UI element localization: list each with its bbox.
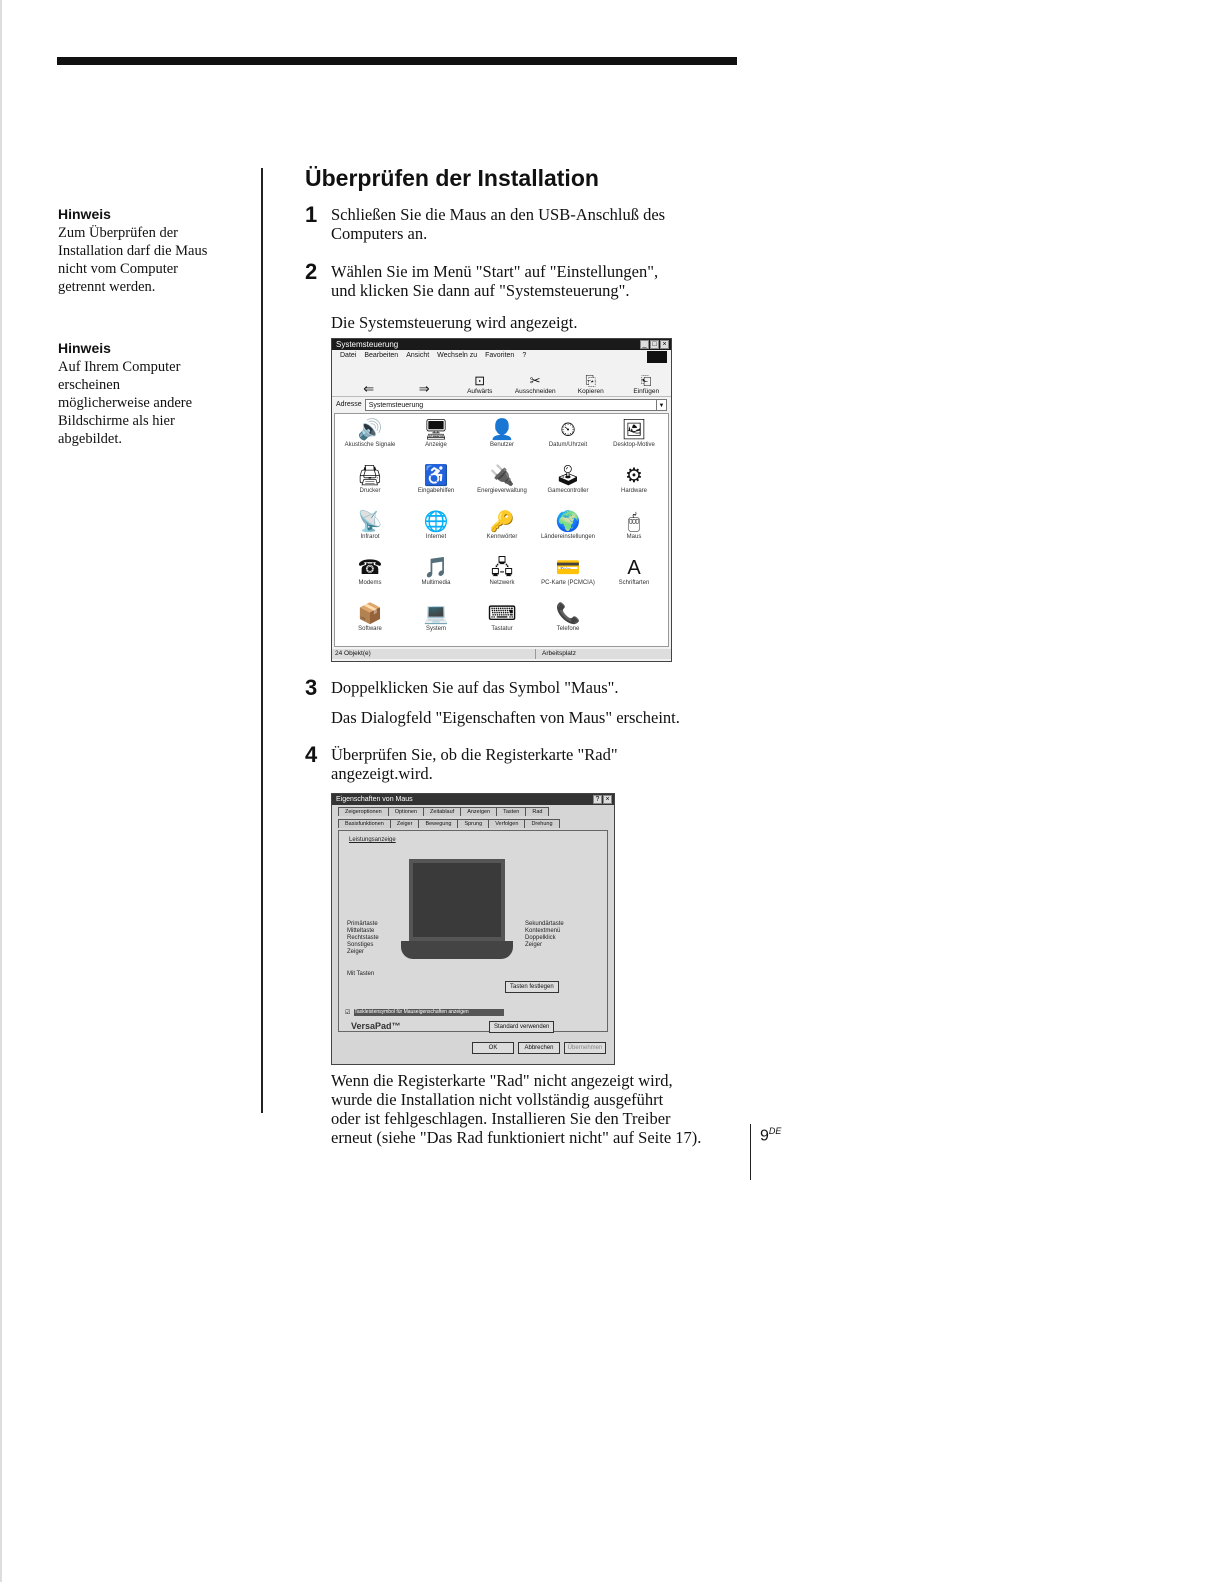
step-4 [305,742,755,783]
closing-line: erneut (siehe "Das Rad funktioniert nicht" auf Seite 17). [331,1128,702,1147]
control-panel-item-icon: 🖥 [423,419,449,441]
control-panel-item-label: Modems [358,580,382,586]
note-line: erscheinen [58,377,120,393]
note-line: möglicherweise andere [58,395,193,411]
control-panel-item-label: Maus [626,534,642,540]
tab-rad: Rad [525,807,549,816]
tab: Verfolgen [488,819,525,828]
control-panel-item [337,418,403,449]
control-panel-item [469,510,535,541]
page-edge [0,0,2,1582]
set-buttons-button: Tasten festlegen [505,981,559,993]
menu-bar [332,350,671,362]
maximize-icon: □ [650,340,659,349]
close-icon: × [660,340,669,349]
control-panel-item-icon: 🖱 [628,511,640,533]
control-panel-item [535,556,601,587]
tab-panel [338,830,608,1032]
note-heading: Hinweis [58,340,111,356]
ok-button: OK [472,1042,514,1054]
apply-button: Übernehmen [564,1042,606,1054]
control-panel-item-label: PC-Karte (PCMCIA) [541,580,595,586]
control-panel-item-label: Telefone [556,626,580,632]
step-text: und klicken Sie dann auf "Systemsteuerung". [331,281,630,300]
control-panel-screenshot [331,338,672,662]
control-panel-item-icon: 📡 [357,511,383,533]
control-panel-item [601,556,667,587]
control-panel-item [337,464,403,495]
control-panel-item-icon: 💻 [423,603,449,625]
closing-paragraph [331,1071,701,1147]
buttons-label: Mit Tasten [347,971,375,977]
button-label: Sekundärtaste [525,921,564,927]
control-panel-item-label: Infrarot [360,534,380,540]
control-panel-item-icon: 🔊 [357,419,383,441]
page-number: 9DE [760,1126,782,1145]
address-label: Adresse [336,401,362,408]
control-panel-item [403,464,469,495]
chevron-down-icon: ▼ [656,400,666,410]
paste-button: ⎗ Einfügen [622,374,672,396]
step-number: 4 [305,742,318,767]
control-panel-item-label: Datum/Uhrzeit [548,442,588,448]
button-label: Doppelklick [525,935,556,941]
step-3 [305,675,755,700]
page-suffix: DE [768,1126,782,1136]
sidebar-note-2 [58,339,248,448]
header-rule [57,57,737,65]
control-panel-item-icon: 🎵 [423,557,449,579]
control-panel-item-icon: 🖼 [621,419,647,441]
touchpad-icon [401,941,513,959]
page-number-rule [750,1124,751,1180]
control-panel-item-icon: 💳 [555,557,581,579]
control-panel-item-icon: 🔑 [489,511,515,533]
control-panel-item [337,510,403,541]
control-panel-item-label: System [425,626,446,632]
control-panel-item-icon: 🕹 [555,465,581,487]
step-text: Wählen Sie im Menü "Start" auf "Einstellungen", [331,262,659,281]
control-panel-item [535,464,601,495]
tab-row-2 [332,817,614,828]
control-panel-item [403,602,469,633]
control-panel-item-icon: 🖨 [357,465,383,487]
menu-item: Favoriten [485,352,515,359]
note-heading: Hinweis [58,206,111,222]
control-panel-item-label: Internet [425,534,447,540]
step-text: Doppelklicken Sie auf das Symbol "Maus". [331,678,619,697]
tab: Drehung [524,819,559,828]
back-button [344,382,394,396]
minimize-icon: _ [640,340,649,349]
step-number: 1 [305,202,318,227]
control-panel-item-icon: 🔌 [489,465,515,487]
use-default-button: Standard verwenden [489,1021,554,1033]
checkbox-label: Taskleistensymbol für Mauseigenschaften anzeigen [354,1009,504,1016]
group-label: Leistungsanzeige [349,837,396,843]
control-panel-item [469,556,535,587]
button-label: Primärtaste [347,921,378,927]
window-title: Systemsteuerung [336,340,399,349]
closing-line: Wenn die Registerkarte "Rad" nicht angezeigt wird, [331,1071,673,1090]
control-panel-item [601,510,667,541]
status-location: Arbeitsplatz [542,650,576,657]
step-text: Schließen Sie die Maus an den USB-Anschluß des [331,205,666,224]
copy-icon: ⎘ [585,373,596,388]
menu-item: ? [522,352,527,359]
close-icon: × [603,795,612,804]
button-label: Kontextmenü [525,928,561,934]
tray-icon-checkbox: ☑ Taskleistensymbol für Mauseigenschaften anzeigen [345,1009,504,1017]
forward-button [400,382,450,396]
section-title: Überprüfen der Installation [305,165,599,191]
control-panel-item-icon: 🖧 [490,557,514,579]
control-panel-item-icon: ⏲ [560,419,576,441]
control-panel-item-icon: 🌍 [555,511,581,533]
note-line: Bildschirme als hier [58,413,175,429]
button-label: Zeiger [525,942,543,948]
control-panel-item [601,418,667,449]
sidebar-note-1 [58,205,248,296]
control-panel-item-icon: ⚙ [625,465,643,487]
control-panel-item-label: Ländereinstellungen [540,534,596,540]
button-label: Rechtstaste [347,935,379,941]
menu-item: Datei [340,352,357,359]
dialog-title: Eigenschaften von Maus [336,796,413,803]
control-panel-item-label: Anzeige [425,442,447,448]
cut-button: ✂ Ausschneiden [511,374,561,396]
step-number: 3 [305,675,318,700]
dialog-buttons [472,1042,606,1054]
tab-row-1 [332,805,614,816]
paste-icon: ⎗ [641,373,652,388]
control-panel-item-label: Drucker [359,488,381,494]
control-panel-item-label: Akustische Signale [344,442,396,448]
tab: Optionen [388,807,424,816]
control-panel-item [403,418,469,449]
step-3-result: Das Dialogfeld "Eigenschaften von Maus" erscheint. [331,708,680,727]
back-arrow-icon: ⇐ [363,381,375,396]
step-text: angezeigt.wird. [331,764,433,783]
status-bar [332,649,671,659]
control-panel-item-label: Desktop-Motive [613,442,655,448]
dialog-titlebar [332,794,614,805]
mouse-properties-screenshot [331,793,615,1065]
control-panel-item-label: Gamecontroller [547,488,589,494]
cancel-button: Abbrechen [518,1042,560,1054]
tab: Zeigeroptionen [338,807,389,816]
control-panel-item [469,464,535,495]
control-panel-item-icon: 🌐 [423,511,449,533]
control-panel-item [469,602,535,633]
help-icon: ? [593,795,602,804]
folder-up-icon: ⊡ [474,373,486,388]
control-panel-item [469,418,535,449]
closing-line: oder ist fehlgeschlagen. Installieren Sie den Treiber [331,1109,671,1128]
note-line: abgebildet. [58,431,123,447]
control-panel-item [403,556,469,587]
menu-item: Ansicht [406,352,430,359]
control-panel-item [403,510,469,541]
control-panel-item-icon: ⌨ [487,603,517,625]
control-panel-item-icon: ☎ [357,557,383,579]
control-panel-item-label: Eingabehilfen [417,488,455,494]
control-panel-item-label: Hardware [620,488,647,494]
control-panel-item-label: Multimedia [421,580,451,586]
tab: Zeitablauf [423,807,461,816]
tab: Bewegung [418,819,458,828]
closing-line: wurde die Installation nicht vollständig ausgeführt [331,1090,664,1109]
control-panel-item [337,556,403,587]
control-panel-item-icon: A [627,557,641,579]
control-panel-item-label: Kennwörter [486,534,518,540]
step-number: 2 [305,259,318,284]
toolbar [332,362,671,397]
forward-arrow-icon: ⇒ [418,381,430,396]
control-panel-item-label: Software [358,626,382,632]
menu-item: Bearbeiten [364,352,399,359]
note-line: Zum Überprüfen der [58,225,178,241]
column-divider [261,168,263,1113]
control-panel-item [601,464,667,495]
note-line: getrennt werden. [58,279,156,295]
window-titlebar [332,339,671,350]
copy-button: ⎘ Kopieren [566,374,616,396]
scissors-icon: ✂ [529,373,541,388]
note-line: Installation darf die Maus [58,243,208,259]
address-bar [336,399,667,411]
control-panel-item-label: Benutzer [489,442,514,448]
tab: Sprung [457,819,489,828]
control-panel-item-icon: 📞 [555,603,581,625]
tab: Anzeigen [460,807,497,816]
button-label: Zeiger [347,949,365,955]
note-line: nicht vom Computer [58,261,179,277]
button-label: Mitteltaste [347,928,375,934]
versapad-logo: VersaPad™ [351,1021,401,1031]
tab: Basisfunktionen [338,819,391,828]
step-2 [305,259,755,300]
icon-grid [334,413,669,647]
status-object-count: 24 Objekt(e) [332,649,536,659]
step-text: Computers an. [331,224,428,243]
control-panel-item-label: Energieverwaltung [477,488,527,494]
control-panel-item [337,602,403,633]
menu-item: Wechseln zu [437,352,478,359]
address-field: Systemsteuerung ▼ [365,399,667,411]
control-panel-item-icon: 📦 [357,603,383,625]
control-panel-item-label: Netzwerk [489,580,515,586]
control-panel-item-label: Tastatur [491,626,513,632]
note-line: Auf Ihrem Computer [58,359,181,375]
step-1 [305,202,755,243]
control-panel-item [535,418,601,449]
button-label: Sonstiges [347,942,374,948]
tab: Zeiger [390,819,420,828]
tab: Tasten [496,807,526,816]
control-panel-item [535,510,601,541]
control-panel-item-icon: 👤 [489,419,515,441]
control-panel-item-icon: ♿ [423,465,449,487]
control-panel-item [535,602,601,633]
up-button: ⊡ Aufwärts [455,374,505,396]
control-panel-item-label: Schriftarten [618,580,650,586]
windows-logo-icon [647,351,667,363]
step-2-result: Die Systemsteuerung wird angezeigt. [331,313,578,332]
monitor-icon [409,859,505,941]
step-text: Überprüfen Sie, ob die Registerkarte "Rad" [331,745,618,764]
